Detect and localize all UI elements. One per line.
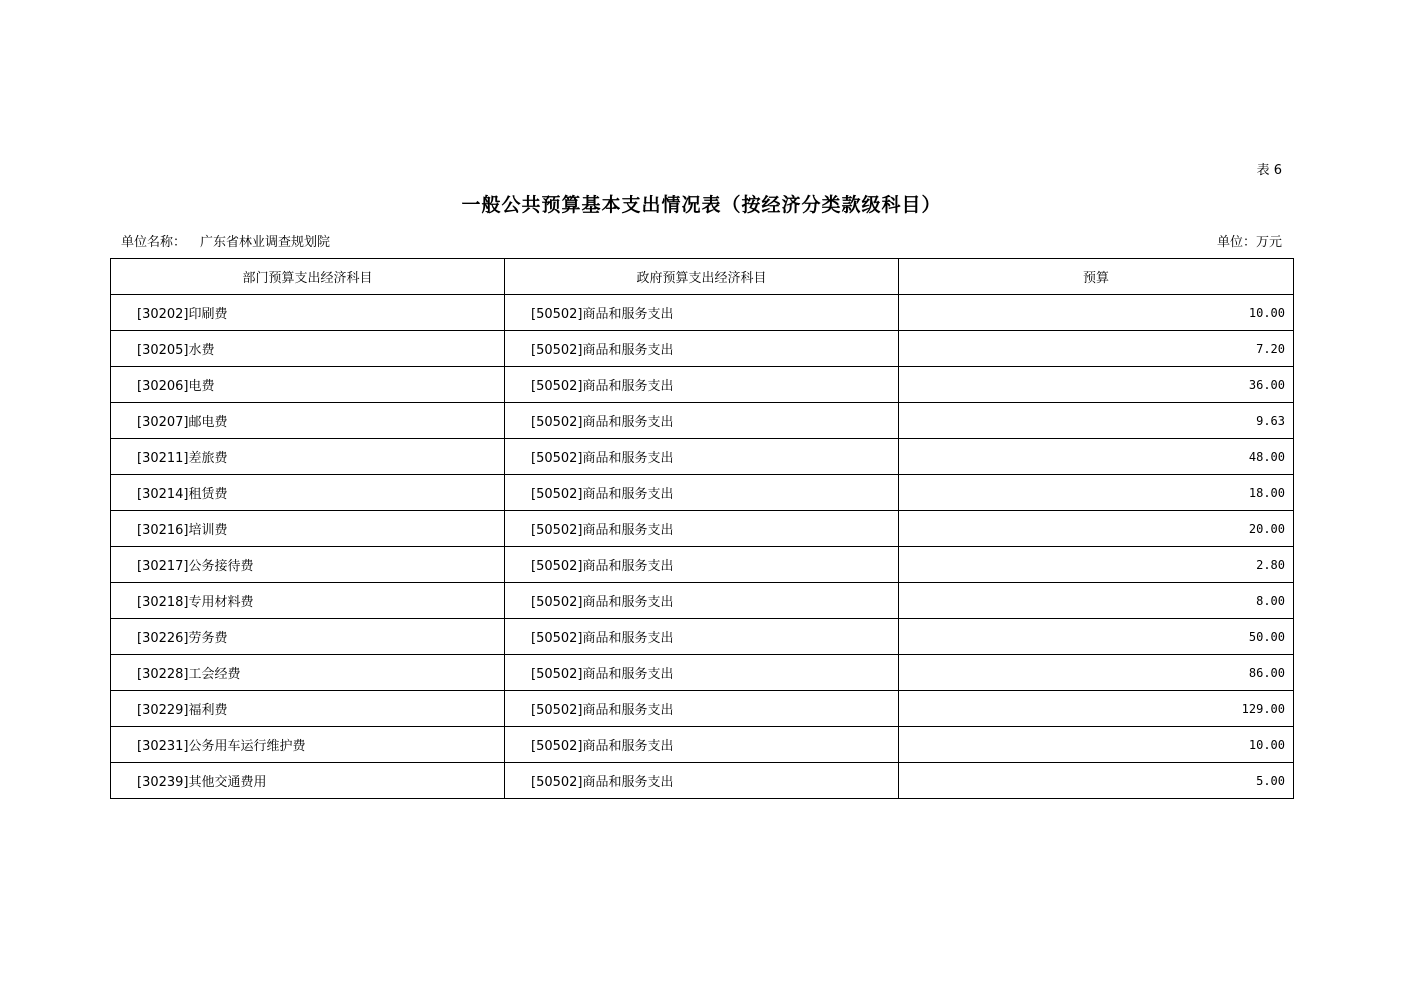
dept-cell: [30206]电费 <box>111 367 505 403</box>
table-row <box>111 331 1294 367</box>
amount-cell: 18.00 <box>899 475 1294 511</box>
table-row <box>111 619 1294 655</box>
dept-cell: [30211]差旅费 <box>111 439 505 475</box>
unit-name-label: 单位名称： <box>121 235 187 250</box>
dept-cell: [30218]专用材料费 <box>111 583 505 619</box>
gov-cell: [50502]商品和服务支出 <box>505 475 899 511</box>
dept-cell: [30229]福利费 <box>111 691 505 727</box>
amount-cell: 86.00 <box>899 655 1294 691</box>
gov-cell: [50502]商品和服务支出 <box>505 727 899 763</box>
gov-cell: [50502]商品和服务支出 <box>505 367 899 403</box>
page-title: 一般公共预算基本支出情况表（按经济分类款级科目） <box>461 194 942 216</box>
table-row <box>111 403 1294 439</box>
table-row <box>111 583 1294 619</box>
dept-cell: [30214]租赁费 <box>111 475 505 511</box>
dept-cell: [30207]邮电费 <box>111 403 505 439</box>
gov-cell: [50502]商品和服务支出 <box>505 583 899 619</box>
dept-cell: [30202]印刷费 <box>111 295 505 331</box>
amount-cell: 36.00 <box>899 367 1294 403</box>
dept-cell: [30226]劳务费 <box>111 619 505 655</box>
amount-cell: 20.00 <box>899 511 1294 547</box>
unit-name-line <box>121 231 330 250</box>
gov-cell: [50502]商品和服务支出 <box>505 547 899 583</box>
table-row <box>111 655 1294 691</box>
column-header-amount: 预算 <box>899 259 1294 295</box>
dept-cell: [30205]水费 <box>111 331 505 367</box>
gov-cell: [50502]商品和服务支出 <box>505 619 899 655</box>
table-row <box>111 295 1294 331</box>
table-row <box>111 439 1294 475</box>
amount-cell: 48.00 <box>899 439 1294 475</box>
gov-cell: [50502]商品和服务支出 <box>505 511 899 547</box>
dept-cell: [30231]公务用车运行维护费 <box>111 727 505 763</box>
table-header-row <box>111 259 1294 295</box>
table-row <box>111 691 1294 727</box>
budget-table <box>110 258 1294 799</box>
gov-cell: [50502]商品和服务支出 <box>505 439 899 475</box>
gov-cell: [50502]商品和服务支出 <box>505 655 899 691</box>
table-row <box>111 763 1294 799</box>
table-row <box>111 367 1294 403</box>
amount-cell: 10.00 <box>899 295 1294 331</box>
amount-cell: 5.00 <box>899 763 1294 799</box>
amount-cell: 129.00 <box>899 691 1294 727</box>
gov-cell: [50502]商品和服务支出 <box>505 331 899 367</box>
amount-cell: 2.80 <box>899 547 1294 583</box>
dept-cell: [30228]工会经费 <box>111 655 505 691</box>
gov-cell: [50502]商品和服务支出 <box>505 763 899 799</box>
table-number: 表 6 <box>1256 163 1282 178</box>
table-row <box>111 547 1294 583</box>
gov-cell: [50502]商品和服务支出 <box>505 403 899 439</box>
amount-cell: 8.00 <box>899 583 1294 619</box>
column-header-dept: 部门预算支出经济科目 <box>111 259 505 295</box>
amount-cell: 50.00 <box>899 619 1294 655</box>
table-row <box>111 727 1294 763</box>
gov-cell: [50502]商品和服务支出 <box>505 691 899 727</box>
gov-cell: [50502]商品和服务支出 <box>505 295 899 331</box>
dept-cell: [30217]公务接待费 <box>111 547 505 583</box>
dept-cell: [30216]培训费 <box>111 511 505 547</box>
dept-cell: [30239]其他交通费用 <box>111 763 505 799</box>
amount-cell: 7.20 <box>899 331 1294 367</box>
amount-cell: 10.00 <box>899 727 1294 763</box>
table-row <box>111 511 1294 547</box>
column-header-gov: 政府预算支出经济科目 <box>505 259 899 295</box>
amount-cell: 9.63 <box>899 403 1294 439</box>
table-row <box>111 475 1294 511</box>
unit-of-measure: 单位：万元 <box>1216 235 1282 250</box>
unit-name-value: 广东省林业调查规划院 <box>200 235 331 250</box>
